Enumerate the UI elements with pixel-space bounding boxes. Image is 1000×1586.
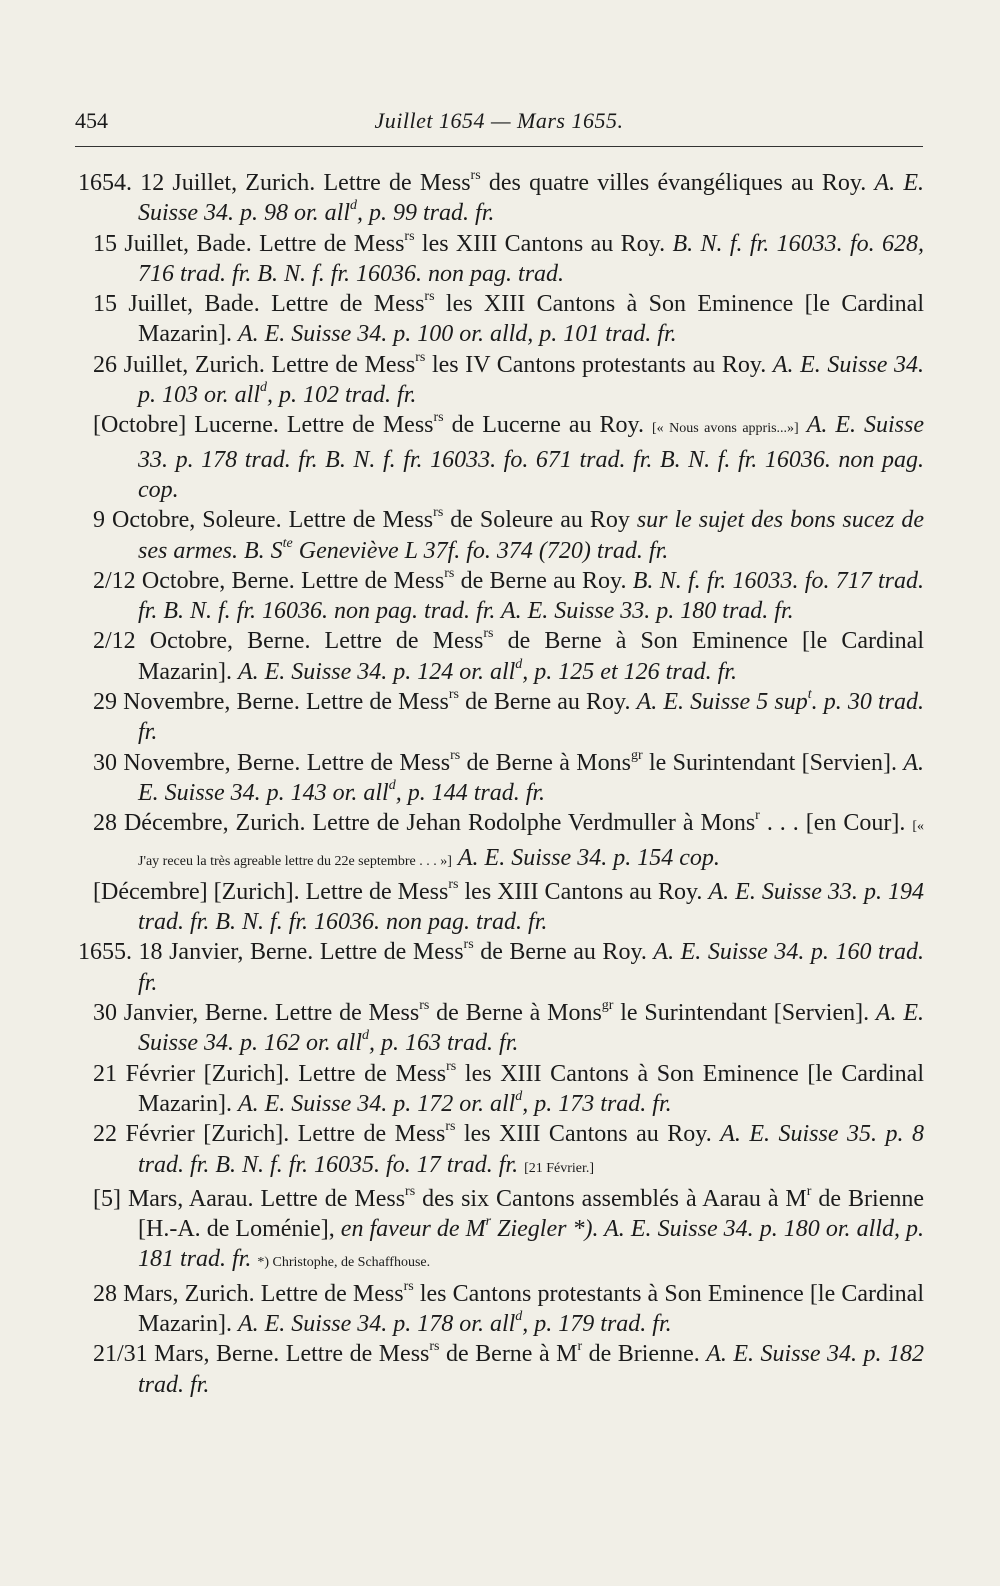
entry-text: Lettre de Mess [259,230,405,257]
entry-text: de Brienne [H.-A. de Loménie], [138,1185,924,1243]
entry-text: Lettre de Mess [324,628,484,655]
superscript: d [515,1088,523,1104]
entry-text: de Lucerne au Roy. [443,412,652,439]
superscript: rs [446,1058,457,1074]
entry-year: 1654. [78,170,141,196]
archive-reference: A. E. Suisse 34. p. 182 trad. fr. [138,1341,925,1398]
archive-reference: , p. 102 trad. fr. [267,382,417,409]
archive-reference: , p. 163 trad. fr. [369,1030,519,1057]
entry-text: de Berne à M [439,1341,578,1368]
archive-reference: A. E. Suisse 34. p. 98 or. all [138,170,925,227]
entry-text: Lettre de Mess [305,878,449,905]
entry-text: les IV Cantons protestants au Roy. [425,351,773,378]
archive-reference: A. E. Suisse 34. p. 160 trad. fr. [138,939,924,996]
incipit-note: [« J'ay receu la très agreable lettre du 22e septembre . . . »] [138,819,925,869]
entry-text: de Berne à Mons [429,1000,602,1027]
superscript: rs [419,998,430,1014]
entry-text: de Brienne. [582,1341,707,1368]
superscript: d [362,1028,370,1044]
entry-date: 28 Décembre, Zurich. [93,810,313,837]
margin-note: [21 Février.] [524,1160,595,1176]
entry [78,998,924,1059]
entry-text: de Soleure au Roy [443,507,637,534]
superscript: rs [424,289,435,305]
archive-reference: A. E. Suisse 34. p. 172 or. all [237,1090,516,1117]
archive-reference: A. E. Suisse 34. p. 154 cop. [457,844,720,871]
entry-text: Lettre de Mess [286,412,434,439]
entry-date: 28 Mars, Zurich. [93,1280,261,1307]
incipit-note: [« Nous avons appris...»] [651,421,799,437]
superscript: rs [444,565,455,581]
entry [78,229,924,290]
entry-text: les Cantons protestants à Son Eminence [le Cardinal Mazarin]. [138,1280,925,1337]
archive-reference: B. N. f. fr. 16033. fo. 628, 716 trad. fr. B. N. f. fr. 16036. non pag. trad. [138,230,924,287]
archive-reference: , p. 173 trad. fr. [522,1090,672,1117]
entry-date: 12 Juillet, Zurich. [140,170,324,196]
entry-text: Lettre de Mess [305,689,449,716]
entry [78,877,924,938]
superscript: r [755,808,760,824]
superscript: rs [433,410,444,426]
entry-date: [Décembre] [Zurich]. [93,878,306,905]
entry [78,808,924,877]
archive-reference: , p. 144 trad. fr. [395,779,546,806]
entry-text: Lettre de Mess [260,1280,404,1307]
header-rule [75,146,923,147]
archive-reference: , p. 125 et 126 trad. fr. [522,658,737,685]
entry-text: le Surintendant [Servien]. [642,749,904,776]
entry [78,410,924,505]
archive-reference: A. E. Suisse 34. p. 124 or. all [237,658,516,685]
superscript: d [515,1308,523,1324]
superscript: rs [450,747,461,763]
entry-date: 29 Novembre, Berne. [93,689,306,716]
entry-date: 30 Janvier, Berne. [93,1000,276,1027]
entry-text: Lettre de Mess [298,1060,447,1087]
entry [78,626,924,687]
entry [78,566,924,627]
archive-reference: B. N. f. fr. 16033. fo. 717 trad. fr. B. N. f. fr. 16036. non pag. trad. fr. A. E. Suisse 33. p. 180 trad. fr. [138,567,924,625]
superscript: r [577,1339,583,1355]
archive-reference: A. E. Suisse 34. p. 103 or. all [138,351,925,409]
entry [78,687,924,748]
entry-text: de Berne à Mons [460,749,631,776]
entry [78,350,924,411]
superscript: t [807,687,812,703]
entry-date: 2/12 Octobre, Berne. [93,628,325,655]
entry-date: [5] Mars, Aarau. [93,1185,261,1212]
archive-reference: A. E. Suisse 33. p. 178 trad. fr. B. N. f. fr. 16033. fo. 671 trad. fr. B. N. f. fr. 16036. non pag. cop. [138,412,925,503]
entry-text: . . . [en Cour]. [759,810,913,837]
entry-text: Lettre de Mess [319,939,464,966]
superscript: rs [463,937,474,953]
superscript: rs [448,876,459,892]
archive-reference: en faveur de M [340,1216,486,1243]
entry [78,937,924,998]
entry-list [78,168,924,1400]
entry-text: Lettre de Mess [285,1341,430,1368]
entry-text: le Surintendant [Servien]. [613,1000,876,1027]
archive-reference: A. E. Suisse 34. p. 143 or. all [138,749,925,806]
superscript: rs [415,349,426,365]
superscript: gr [630,747,643,763]
entry [78,1279,924,1340]
entry-date: 21 Février [Zurich]. [93,1060,299,1087]
entry-text: Lettre de Jehan Rodolphe Verdmuller à Mons [312,810,756,837]
page-number: 454 [75,108,108,133]
superscript: gr [601,998,614,1014]
superscript: rs [403,1278,414,1294]
entry [78,748,924,809]
superscript: rs [433,505,444,521]
archive-reference: , p. 179 trad. fr. [522,1310,672,1337]
archive-reference: A. E. Suisse 5 sup [636,689,808,716]
entry-text: les XIII Cantons à Son Eminence [le Cardinal Mazarin]. [138,291,924,348]
superscript: d [515,656,523,672]
archive-reference: . p. 30 trad. fr. [138,689,925,746]
entry-text: de Berne à Son Eminence [le Cardinal Mazarin]. [138,628,924,685]
superscript: d [388,777,396,793]
running-title: Juillet 1654 — Mars 1655. [374,108,624,133]
entry-text: Lettre de Mess [288,507,434,534]
entry-date: 9 Octobre, Soleure. [93,507,289,534]
entry-date: 26 Juillet, Zurich. [93,351,272,378]
archive-reference: A. E. Suisse 34. p. 162 or. all [138,1000,924,1057]
superscript: te [282,535,293,551]
entry-year: 1655. [78,939,139,966]
archive-reference: Geneviève L 37f. fo. 374 (720) trad. fr. [292,537,669,564]
entry-text: les XIII Cantons au Roy. [455,1121,721,1148]
archive-reference: Ziegler *). A. E. Suisse 34. p. 180 or. alld, p. 181 trad. fr. [138,1216,925,1273]
entry-text: Lettre de Mess [275,1000,420,1027]
superscript: rs [405,1183,416,1199]
margin-note: *) Christophe, de Schaffhouse. [257,1255,431,1271]
superscript: rs [429,1339,440,1355]
superscript: r [485,1214,492,1230]
entry-text: Lettre de Mess [323,170,471,196]
entry-date: 21/31 Mars, Berne. [93,1341,286,1368]
archive-reference: A. E. Suisse 34. p. 100 or. alld, p. 101 trad. fr. [237,321,677,348]
superscript: d [350,198,358,214]
entry-text: de Berne au Roy. [454,567,633,594]
entry [78,505,924,566]
superscript: d [260,380,268,396]
entry [78,1059,924,1120]
entry-text: Lettre de Mess [271,351,416,378]
entry-date: [Octobre] Lucerne. [93,412,287,439]
entry [78,168,924,229]
superscript: rs [483,626,494,642]
archive-reference: A. E. Suisse 34. p. 178 or. all [237,1310,516,1337]
running-head [75,108,923,138]
archive-reference: sur le sujet des bons sucez de ses armes. B. S [138,507,925,564]
superscript: rs [445,1119,456,1135]
entry-text: Lettre de Mess [271,291,425,318]
archive-reference: A. E. Suisse 33. p. 194 trad. fr. B. N. f. fr. 16036. non pag. trad. fr. [138,878,924,936]
entry-text: les XIII Cantons au Roy. [414,230,673,257]
archive-reference: , p. 99 trad. fr. [357,200,495,227]
entry-text: de Berne au Roy. [458,689,637,716]
entry-date: 15 Juillet, Bade. [93,230,260,257]
entry-text: Lettre de Mess [297,1121,446,1148]
entry-date: 2/12 Octobre, Berne. [93,567,302,594]
entry-date: 22 Février [Zurich]. [93,1121,298,1148]
entry-text: Lettre de Mess [306,749,451,776]
superscript: rs [470,168,481,183]
archive-reference: A. E. Suisse 35. p. 8 trad. fr. B. N. f. fr. 16035. fo. 17 trad. fr. [138,1121,924,1178]
entry [78,1339,924,1400]
entry-text: de Berne au Roy. [473,939,654,966]
entry-date: 30 Novembre, Berne. [93,749,307,776]
superscript: rs [448,687,459,703]
entry [78,289,924,350]
superscript: rs [404,228,415,244]
entry-text: Lettre de Mess [301,567,445,594]
entry-date: 18 Janvier, Berne. [138,939,320,966]
entry [78,1119,924,1184]
entry-text: des six Cantons assemblés à Aarau à M [415,1185,807,1212]
entry-text: Lettre de Mess [260,1185,406,1212]
entry-text: les XIII Cantons à Son Eminence [le Cardinal Mazarin]. [138,1060,925,1117]
entry-text: les XIII Cantons au Roy. [458,878,709,905]
entry-date: 15 Juillet, Bade. [93,291,272,318]
entry [78,1184,924,1279]
entry-text: des quatre villes évangéliques au Roy. [480,170,875,196]
superscript: r [806,1183,812,1199]
